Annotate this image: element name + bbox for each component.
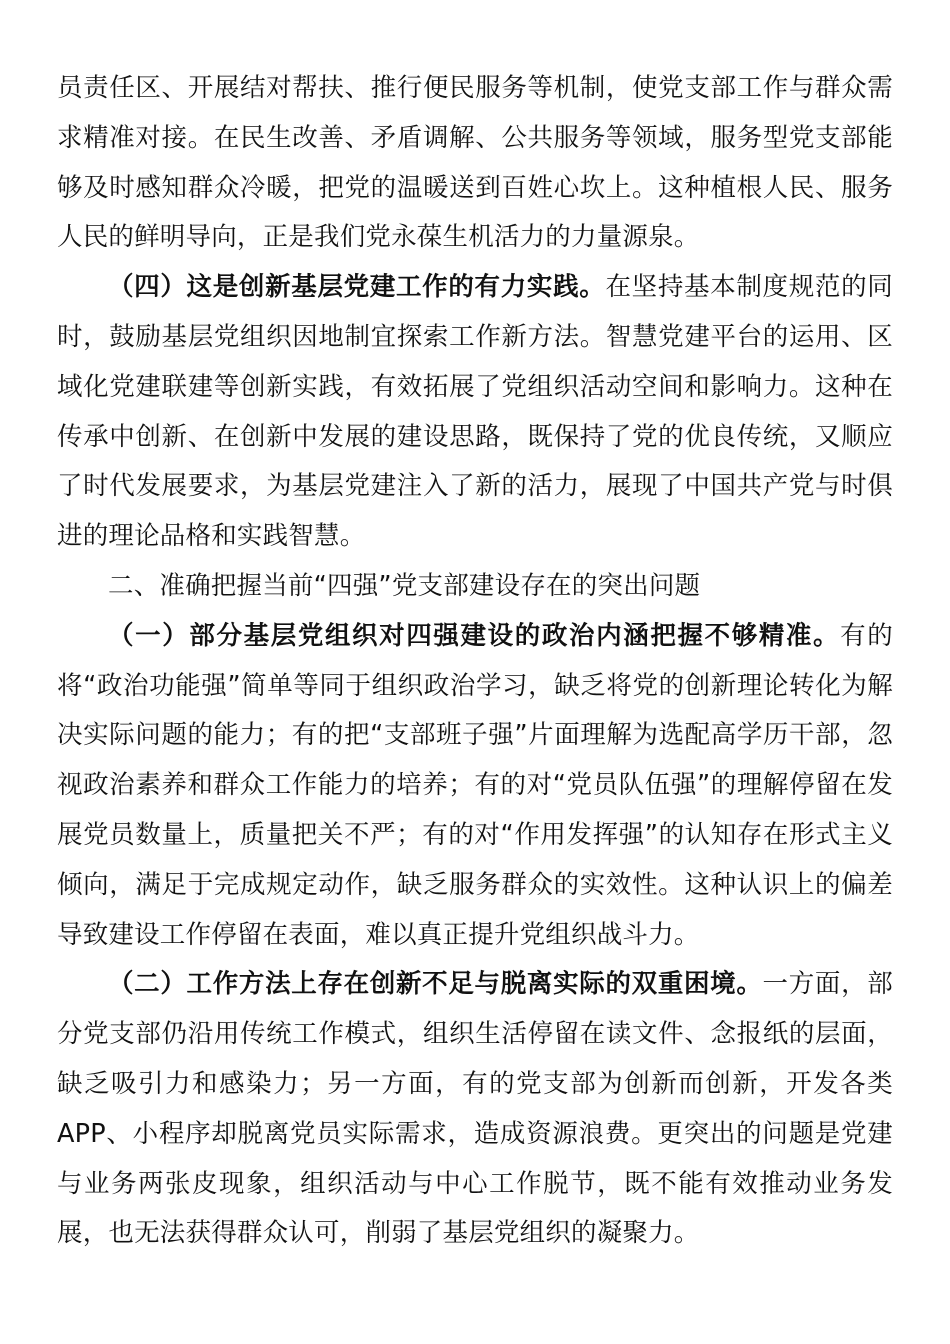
section-heading-2 bbox=[57, 562, 893, 612]
paragraph-work-methods bbox=[57, 960, 893, 1259]
paragraph-text: 员责任区、开展结对帮扶、推行便民服务等机制，使党支部工作与群众需求精准对接。在民生改善、矛盾调解、公共服务等领域，服务型党支部能够及时感知群众冷暖，把党的温暖送到百姓心坎上。这种植根人民、服务人民的鲜明导向，正是我们党永葆生机活力的力量源泉。 bbox=[57, 73, 893, 253]
subsection-heading-1: （一）部分基层党组织对四强建设的政治内涵把握不够精准。 bbox=[108, 620, 841, 651]
subsection-heading-2: （二）工作方法上存在创新不足与脱离实际的双重困境。 bbox=[108, 969, 763, 1000]
subsection-heading-4: （四）这是创新基层党建工作的有力实践。 bbox=[108, 272, 606, 303]
paragraph-political-connotation bbox=[57, 612, 893, 961]
paragraph-text: 有的将“政治功能强”简单等同于组织政治学习，缺乏将党的创新理论转化为解决实际问题的能力；有的把“支部班子强”片面理解为选配高学历干部，忽视政治素养和群众工作能力的培养；有的对“党员队伍强”的理解停留在发展党员数量上，质量把关不严；有的对“作用发挥强”的认知存在形式主义倾向，满足于完成规定动作，缺乏服务群众的实效性。这种认识上的偏差导致建设工作停留在表面，难以真正提升党组织战斗力。 bbox=[57, 620, 893, 950]
paragraph-text: 一方面，部分党支部仍沿用传统工作模式，组织生活停留在读文件、念报纸的层面，缺乏吸引力和感染力；另一方面，有的党支部为创新而创新，开发各类APP、小程序却脱离党员实际需求，造成资源浪费。更突出的问题是党建与业务两张皮现象，组织活动与中心工作脱节，既不能有效推动业务发展，也无法获得群众认可，削弱了基层党组织的凝聚力。 bbox=[57, 969, 893, 1249]
paragraph-continuation bbox=[57, 64, 893, 263]
paragraph-innovation bbox=[57, 263, 893, 562]
section-heading-text: 二、准确把握当前“四强”党支部建设存在的突出问题 bbox=[108, 570, 701, 601]
paragraph-text: 在坚持基本制度规范的同时，鼓励基层党组织因地制宜探索工作新方法。智慧党建平台的运用、区域化党建联建等创新实践，有效拓展了党组织活动空间和影响力。这种在传承中创新、在创新中发展的建设思路，既保持了党的优良传统，又顺应了时代发展要求，为基层党建注入了新的活力，展现了中国共产党与时俱进的理论品格和实践智慧。 bbox=[57, 272, 893, 552]
document-page bbox=[57, 64, 893, 1259]
